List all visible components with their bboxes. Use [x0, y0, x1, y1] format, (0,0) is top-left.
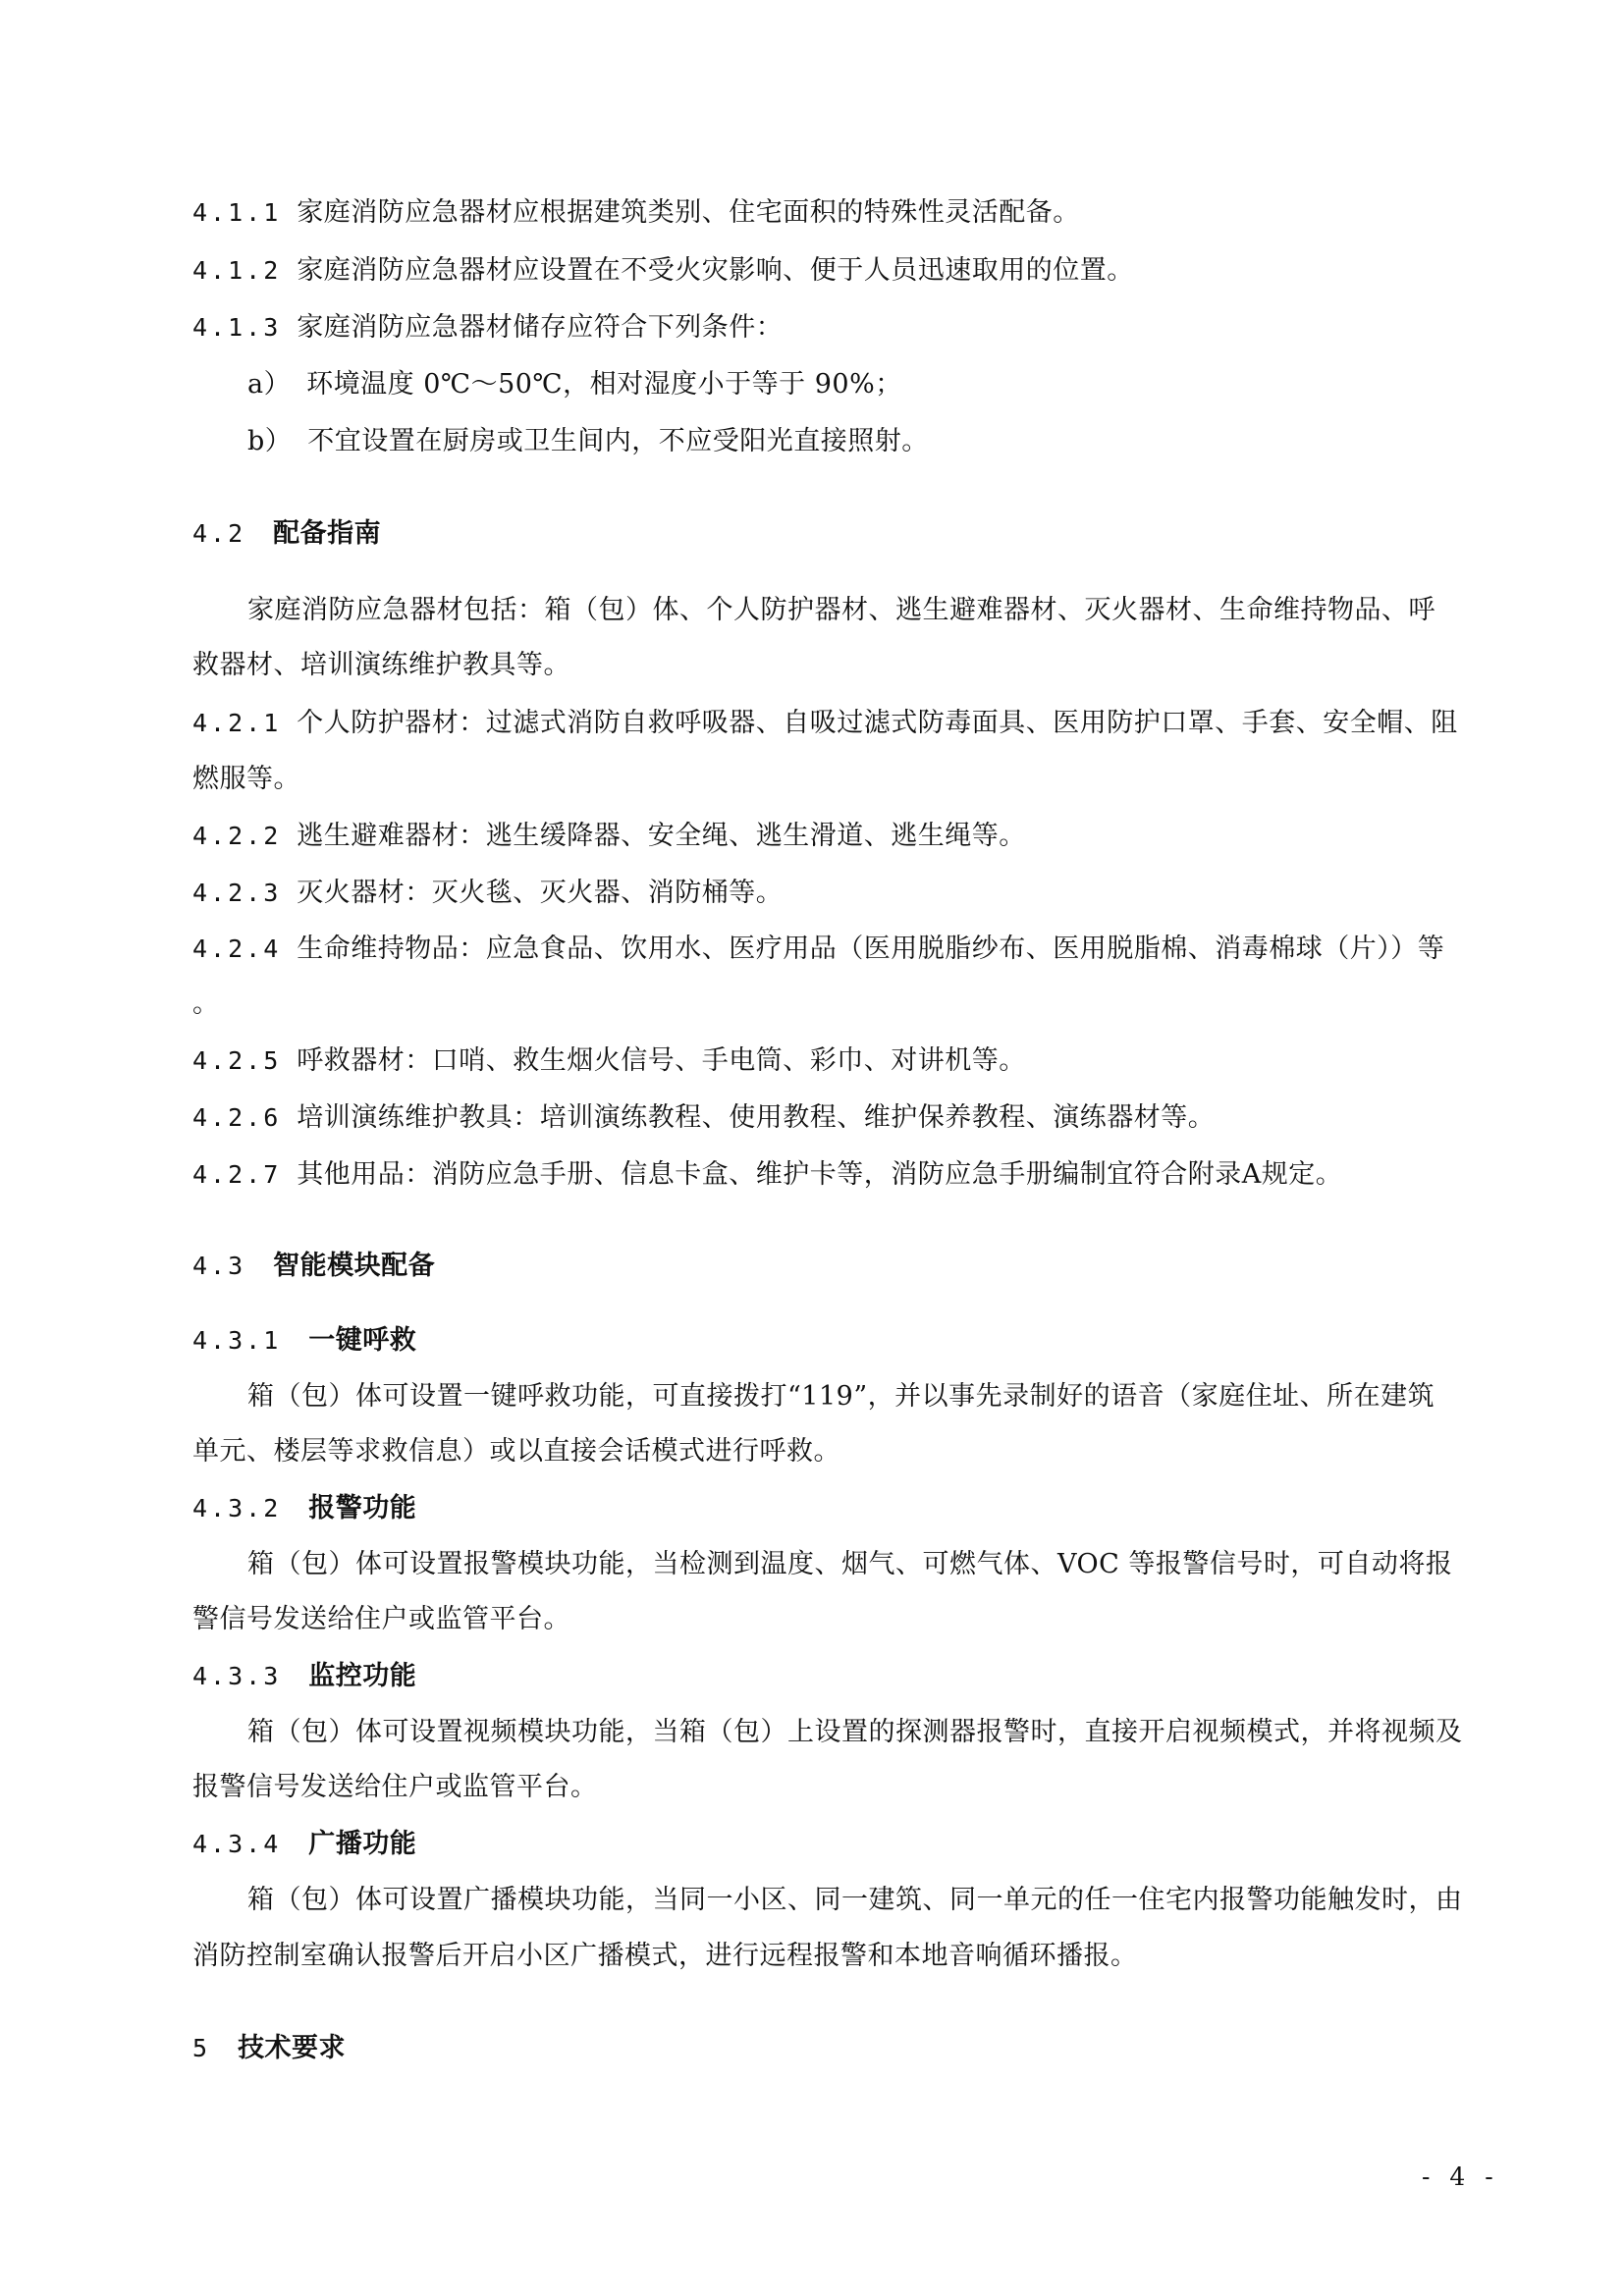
subsection-4-3-2-heading [192, 1490, 416, 1527]
clause-4-2-7 [192, 1156, 1342, 1194]
subsection-4-3-4-heading [192, 1826, 416, 1863]
clause-number: 4.2.6 [192, 1103, 282, 1132]
subsection-title: 报警功能 [308, 1493, 417, 1523]
clause-number: 4.2.3 [192, 879, 282, 907]
clause-4-1-3 [192, 309, 783, 347]
subsection-number: 4.3.2 [192, 1494, 282, 1522]
list-label: a） [247, 369, 292, 400]
clause-4-2-1 [192, 705, 1458, 742]
clause-4-2-2 [192, 818, 1026, 855]
clause-number: 4.2.5 [192, 1046, 282, 1075]
subsection-4-3-2-line-2: 警信号发送给住户或监管平台。 [192, 1604, 570, 1634]
clause-number: 4.2.2 [192, 822, 282, 850]
section-number: 4.3 [192, 1252, 246, 1280]
subsection-title: 监控功能 [308, 1661, 417, 1691]
subsection-4-3-2-line-1: 箱（包）体可设置报警模块功能，当检测到温度、烟气、可燃气体、VOC 等报警信号时，可自动将报 [247, 1549, 1453, 1579]
clause-4-1-1 [192, 194, 1080, 232]
clause-4-2-4 [192, 931, 1444, 968]
section-title: 配备指南 [273, 518, 382, 549]
clause-text: 家庭消防应急器材储存应符合下列条件： [297, 312, 784, 343]
subsection-title: 一键呼救 [308, 1325, 417, 1356]
clause-text: 灭火器材：灭火毯、灭火器、消防桶等。 [297, 878, 784, 908]
clause-number: 4.2.7 [192, 1160, 282, 1189]
clause-4-2-5 [192, 1042, 1026, 1080]
subsection-4-3-1-heading [192, 1322, 416, 1360]
clause-4-2-1-continued: 燃服等。 [192, 764, 300, 794]
list-text: 不宜设置在厨房或卫生间内，不应受阳光直接照射。 [307, 426, 929, 456]
clause-4-1-2 [192, 252, 1134, 290]
clause-text: 其他用品：消防应急手册、信息卡盒、维护卡等，消防应急手册编制宜符合附录A规定。 [297, 1159, 1343, 1190]
section-4-2-heading [192, 515, 381, 553]
subsection-4-3-3-line-2: 报警信号发送给住户或监管平台。 [192, 1772, 598, 1802]
subsection-number: 4.3.4 [192, 1830, 282, 1858]
subsection-4-3-3-heading [192, 1658, 416, 1695]
subsection-4-3-4-line-2: 消防控制室确认报警后开启小区广播模式，进行远程报警和本地音响循环播报。 [192, 1941, 1138, 1971]
list-text: 环境温度 0℃～50℃，相对湿度小于等于 90%； [306, 369, 902, 400]
section-number: 4.2 [192, 519, 246, 548]
subsection-4-3-4-line-1: 箱（包）体可设置广播模块功能，当同一小区、同一建筑、同一单元的任一住宅内报警功能触发时，由 [247, 1885, 1463, 1915]
clause-text: 个人防护器材：过滤式消防自救呼吸器、自吸过滤式防毒面具、医用防护口罩、手套、安全帽、阻 [297, 708, 1458, 738]
list-item-a [247, 366, 902, 403]
clause-text: 生命维持物品：应急食品、饮用水、医疗用品（医用脱脂纱布、医用脱脂棉、消毒棉球（片））等 [297, 934, 1445, 964]
clause-number: 4.1.3 [192, 313, 282, 342]
subsection-4-3-1-line-1: 箱（包）体可设置一键呼救功能，可直接拨打“119”，并以事先录制好的语音（家庭住址、所在建筑 [247, 1381, 1435, 1412]
clause-number: 4.1.2 [192, 256, 282, 285]
page-number: - 4 - [1422, 2163, 1499, 2191]
paragraph-4-2-line-1: 家庭消防应急器材包括：箱（包）体、个人防护器材、逃生避难器材、灭火器材、生命维持物品、呼 [247, 595, 1435, 625]
section-title: 智能模块配备 [273, 1251, 436, 1281]
paragraph-4-2-line-2: 救器材、培训演练维护教具等。 [192, 650, 570, 680]
clause-4-2-3 [192, 875, 783, 912]
list-label: b） [247, 426, 293, 456]
section-number: 5 [192, 2034, 211, 2062]
clause-4-2-4-continued: 。 [192, 988, 220, 1019]
subsection-number: 4.3.3 [192, 1662, 282, 1690]
list-item-b [247, 423, 929, 460]
section-4-3-heading [192, 1248, 435, 1285]
clause-text: 呼救器材：口哨、救生烟火信号、手电筒、彩巾、对讲机等。 [297, 1045, 1026, 1076]
clause-number: 4.2.4 [192, 934, 282, 963]
subsection-4-3-1-line-2: 单元、楼层等求救信息）或以直接会话模式进行呼救。 [192, 1436, 840, 1467]
subsection-title: 广播功能 [308, 1829, 417, 1859]
clause-number: 4.2.1 [192, 709, 282, 737]
clause-text: 家庭消防应急器材应根据建筑类别、住宅面积的特殊性灵活配备。 [297, 197, 1080, 228]
clause-4-2-6 [192, 1099, 1215, 1137]
section-5-heading [192, 2030, 346, 2067]
section-title: 技术要求 [238, 2033, 347, 2063]
clause-text: 培训演练维护教具：培训演练教程、使用教程、维护保养教程、演练器材等。 [297, 1102, 1216, 1133]
clause-text: 家庭消防应急器材应设置在不受火灾影响、便于人员迅速取用的位置。 [297, 255, 1134, 286]
clause-text: 逃生避难器材：逃生缓降器、安全绳、逃生滑道、逃生绳等。 [297, 821, 1026, 851]
subsection-number: 4.3.1 [192, 1326, 282, 1355]
clause-number: 4.1.1 [192, 198, 282, 227]
subsection-4-3-3-line-1: 箱（包）体可设置视频模块功能，当箱（包）上设置的探测器报警时，直接开启视频模式，并将视频及 [247, 1717, 1463, 1747]
